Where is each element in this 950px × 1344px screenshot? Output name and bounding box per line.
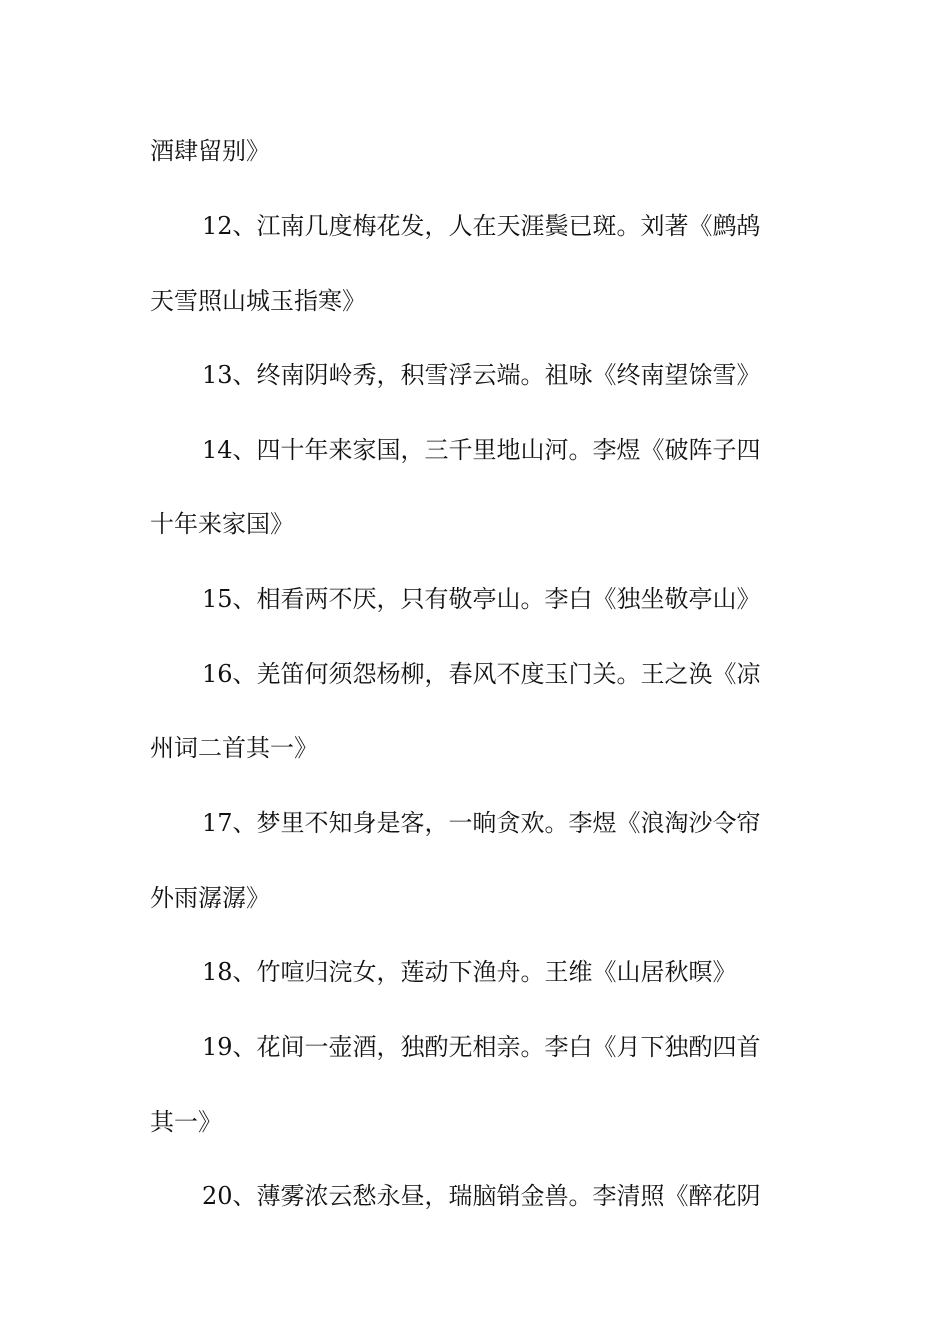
text-line-10: 17、梦里不知身是客，一晌贪欢。李煜《浪淘沙令帘 xyxy=(202,809,761,837)
text-line-15: 20、薄雾浓云愁永昼，瑞脑销金兽。李清照《醉花阴 xyxy=(202,1182,761,1210)
text-line-1: 酒肆留别》 xyxy=(150,137,270,165)
text-line-13: 19、花间一壶酒，独酌无相亲。李白《月下独酌四首 xyxy=(202,1033,761,1061)
text-line-12: 18、竹喧归浣女，莲动下渔舟。王维《山居秋暝》 xyxy=(202,958,737,986)
text-line-6: 十年来家国》 xyxy=(150,510,294,538)
text-line-11: 外雨潺潺》 xyxy=(150,884,270,912)
text-line-3: 天雪照山城玉指寒》 xyxy=(150,287,366,315)
text-line-7: 15、相看两不厌，只有敬亭山。李白《独坐敬亭山》 xyxy=(202,585,761,613)
text-line-4: 13、终南阴岭秀，积雪浮云端。祖咏《终南望馀雪》 xyxy=(202,361,761,389)
text-line-14: 其一》 xyxy=(150,1108,222,1136)
text-line-2: 12、江南几度梅花发，人在天涯鬓已斑。刘著《鹧鸪 xyxy=(202,212,761,240)
text-line-8: 16、羌笛何须怨杨柳，春风不度玉门关。王之涣《凉 xyxy=(202,660,761,688)
text-line-9: 州词二首其一》 xyxy=(150,734,318,762)
text-line-5: 14、四十年来家国，三千里地山河。李煜《破阵子四 xyxy=(202,436,761,464)
